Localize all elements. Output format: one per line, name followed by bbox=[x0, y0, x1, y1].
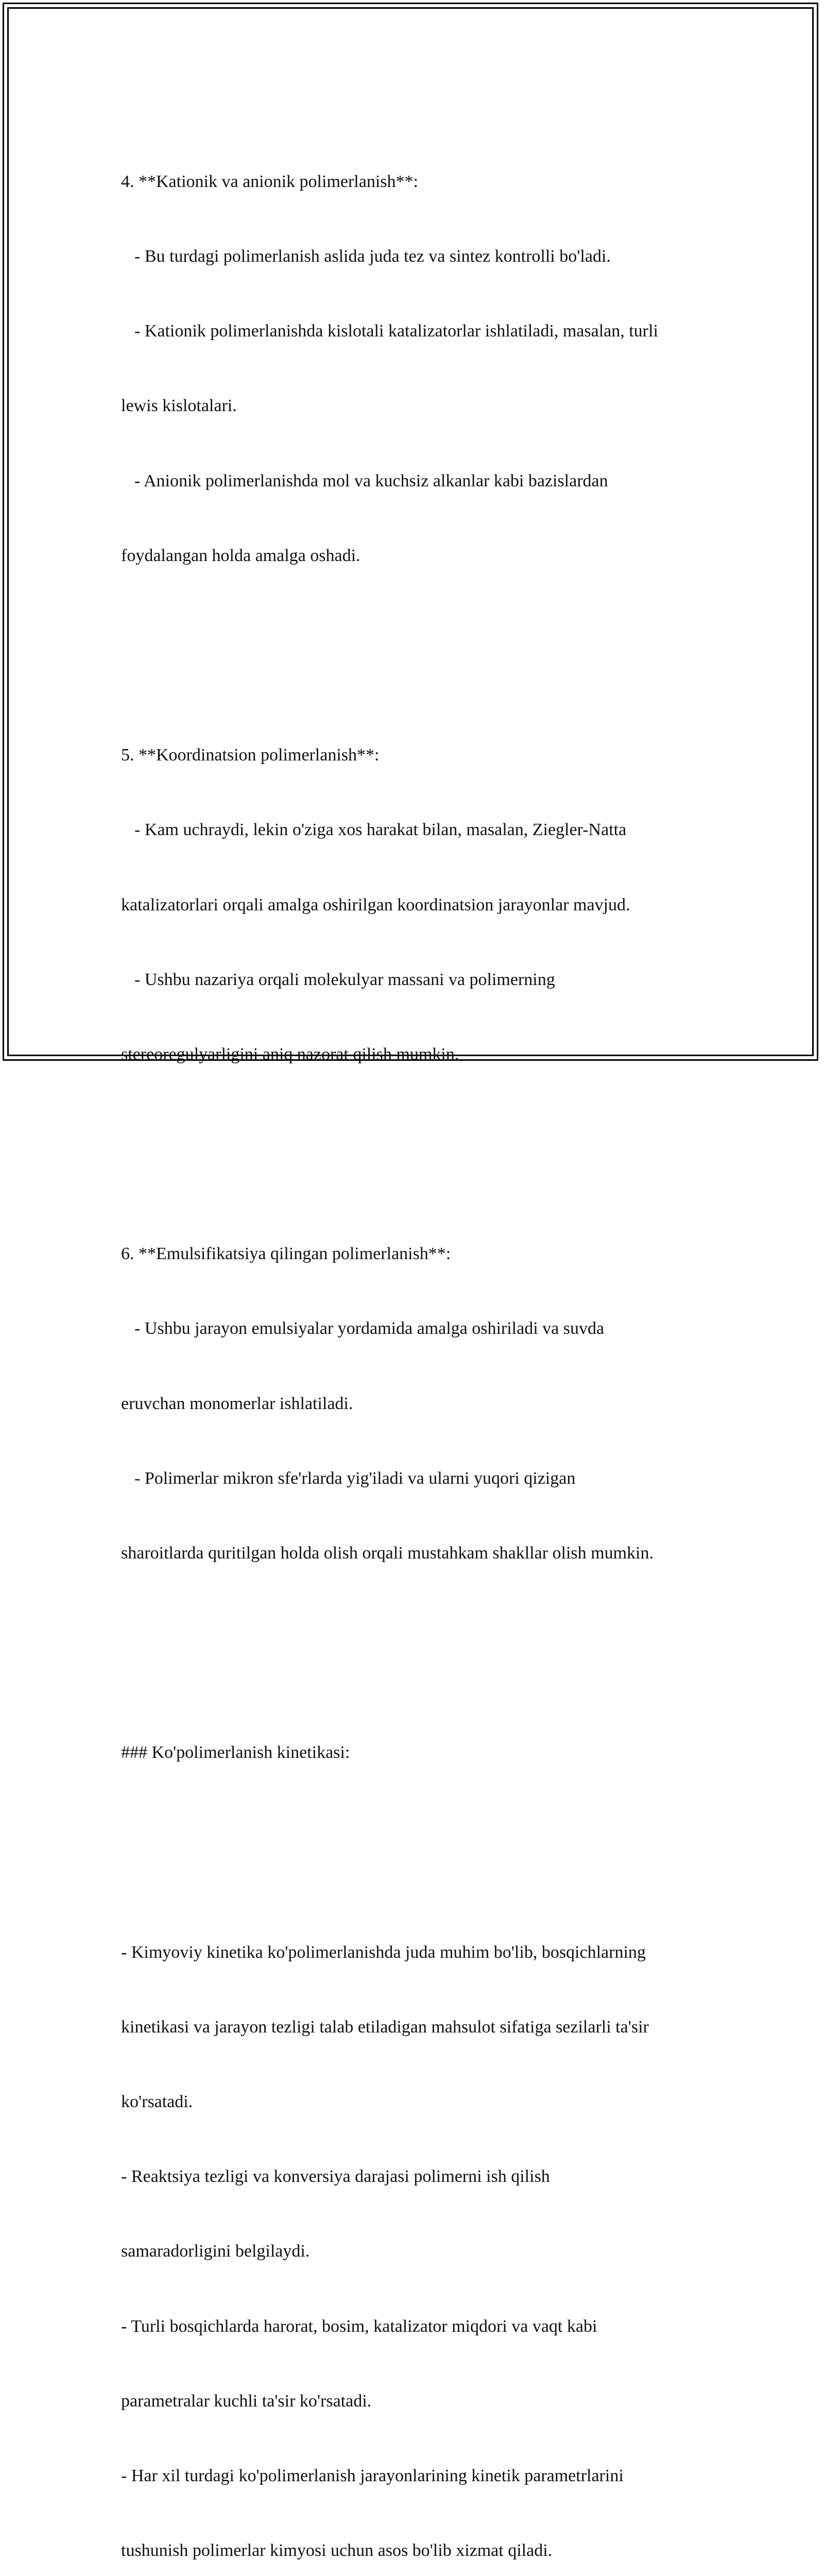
section-5-bullet-1-line-1: - Kam uchraydi, lekin o'ziga xos harakat bilan, masalan, Ziegler-Natta bbox=[134, 820, 627, 840]
section-5-bullet-1-line-2: katalizatorlari orqali amalga oshirilgan koordinatsion jarayonlar mavjud. bbox=[121, 895, 630, 914]
kinetics-item-4-line-2: tushunish polimerlar kimyosi uchun asos bo'lib xizmat qiladi. bbox=[121, 2541, 553, 2561]
section-6-bullet-2-line-1: - Polimerlar mikron sfe'rlarda yig'iladi va ularni yuqori qizigan bbox=[134, 1468, 576, 1488]
section-4-bullet-3-line-1: - Anionik polimerlanishda mol va kuchsiz alkanlar kabi bazislardan bbox=[134, 471, 608, 490]
section-5-bullet-2-line-1: - Ushbu nazariya orqali molekulyar massani va polimerning bbox=[134, 970, 555, 989]
section-4-bullet-2-line-2: lewis kislotalari. bbox=[121, 396, 237, 416]
section-6-bullet-2-line-2: sharoitlarda quritilgan holda olish orqali mustahkam shakllar olish mumkin. bbox=[121, 1544, 654, 1563]
kinetics-item-4-line-1: - Har xil turdagi ko'polimerlanish jarayonlarining kinetik parametrlarini bbox=[121, 2466, 624, 2486]
kinetics-item-3-line-1: - Turli bosqichlarda harorat, bosim, katalizator miqdori va vaqt kabi bbox=[121, 2316, 597, 2336]
section-4-heading: 4. **Kationik va anionik polimerlanish**: bbox=[121, 172, 418, 191]
section-6-heading: 6. **Emulsifikatsiya qilingan polimerlanish**: bbox=[121, 1244, 451, 1264]
kinetics-heading: ### Ko'polimerlanish kinetikasi: bbox=[121, 1743, 350, 1762]
paragraph-gap bbox=[121, 643, 708, 668]
section-4-bullet-1: - Bu turdagi polimerlanish aslida juda tez va sintez kontrolli bo'ladi. bbox=[134, 247, 611, 266]
kinetics-item-1-line-2: kinetikasi va jarayon tezligi talab etiladigan mahsulot sifatiga sezilarli ta'sir bbox=[121, 2017, 649, 2037]
paragraph-gap bbox=[121, 1840, 708, 1865]
kinetics-item-2-line-1: - Reaktsiya tezligi va konversiya darajasi polimerni ish qilish bbox=[121, 2167, 550, 2187]
paragraph-gap bbox=[121, 1142, 708, 1167]
kinetics-item-3-line-2: parametralar kuchli ta'sir ko'rsatadi. bbox=[121, 2391, 372, 2411]
paragraph-gap bbox=[121, 1641, 708, 1666]
section-4-bullet-3-line-2: foydalangan holda amalga oshadi. bbox=[121, 546, 360, 565]
kinetics-item-2-line-2: samaradorligini belgilaydi. bbox=[121, 2242, 310, 2261]
section-5-heading: 5. **Koordinatsion polimerlanish**: bbox=[121, 745, 380, 765]
section-6-bullet-1-line-1: - Ushbu jarayon emulsiyalar yordamida amalga oshiriladi va suvda bbox=[134, 1319, 605, 1338]
kinetics-item-1-line-3: ko'rsatadi. bbox=[121, 2092, 193, 2112]
section-4-bullet-2-line-1: - Kationik polimerlanishda kislotali katalizatorlar ishlatiladi, masalan, turli bbox=[134, 321, 658, 341]
section-6-bullet-1-line-2: eruvchan monomerlar ishlatiladi. bbox=[121, 1394, 353, 1413]
document-body bbox=[121, 120, 708, 2576]
kinetics-item-1-line-1: - Kimyoviy kinetika ko'polimerlanishda juda muhim bo'lib, bosqichlarning bbox=[121, 1942, 646, 1962]
section-5-bullet-2-line-2: stereoregulyarligini aniq nazorat qilish mumkin. bbox=[121, 1045, 459, 1064]
